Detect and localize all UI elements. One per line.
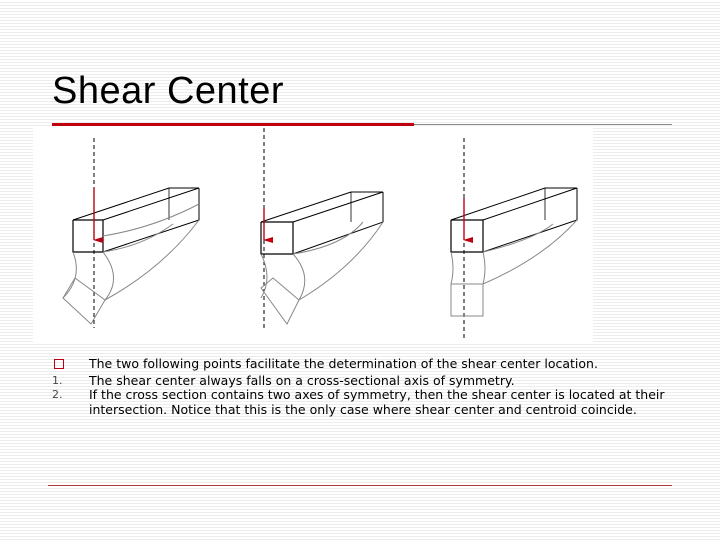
- list-item-text: The shear center always falls on a cross-sectional axis of symmetry.: [89, 372, 515, 388]
- list-item: [52, 388, 672, 417]
- list-number: 2.: [52, 388, 63, 402]
- title-underline-rule: [414, 124, 672, 125]
- list-item: [52, 357, 672, 374]
- list-item-text: If the cross section contains two axes of symmetry, then the shear center is located at their intersection. Notice that this is the only case where shear center and centroid coincide.: [89, 387, 665, 417]
- footer-rule: [48, 485, 672, 486]
- bullet-list: [52, 357, 672, 417]
- title-underline-accent: [52, 123, 414, 126]
- beam-panel-2: [261, 128, 383, 328]
- beam-panel-3: [451, 138, 577, 338]
- beam-twisting-diagram-icon: [33, 128, 593, 344]
- bullet-marker-icon: [52, 357, 89, 374]
- shear-center-figure: [33, 128, 593, 344]
- list-item: [52, 374, 672, 389]
- list-number: 1.: [52, 373, 63, 387]
- beam-panel-1: [63, 138, 199, 328]
- list-item-text: The two following points facilitate the determination of the shear center location.: [89, 356, 598, 371]
- slide-title: Shear Center: [52, 70, 285, 112]
